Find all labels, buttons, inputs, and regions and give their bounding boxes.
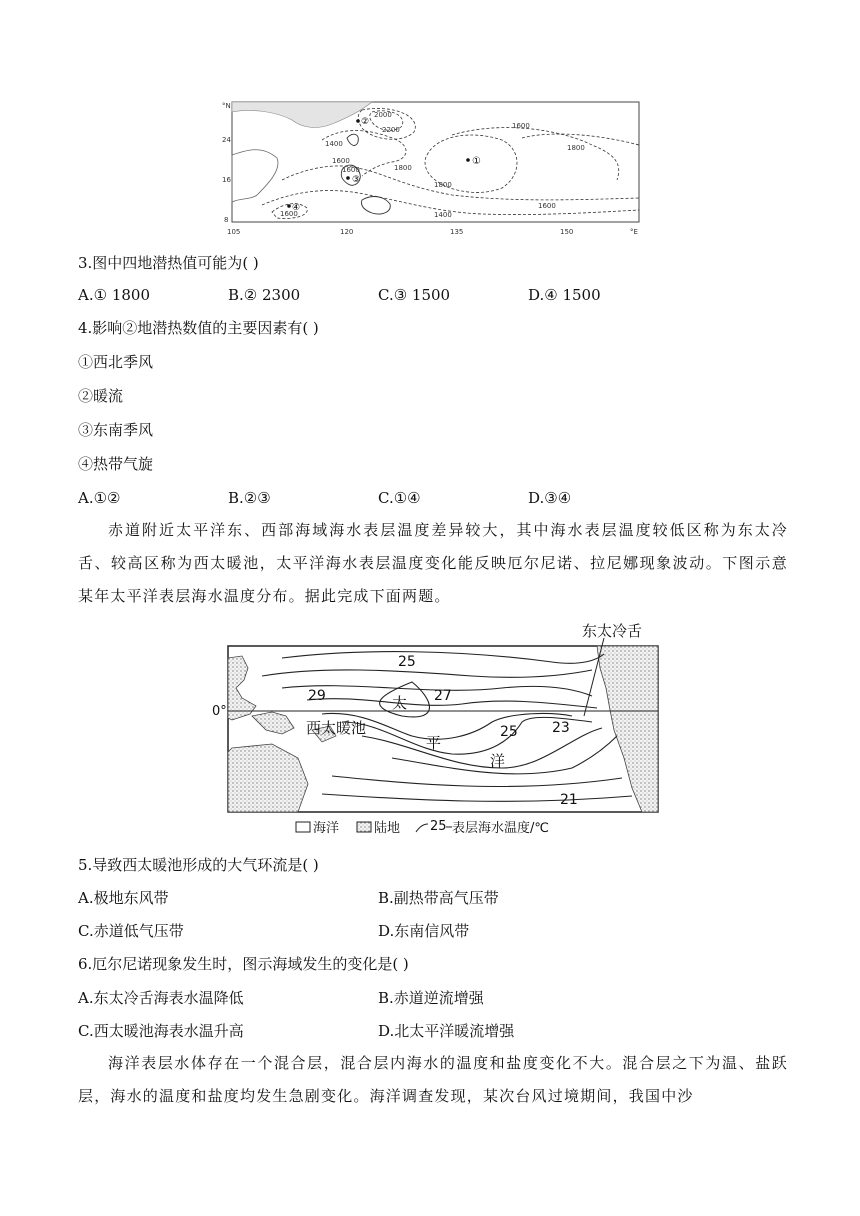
latent-heat-map xyxy=(222,100,642,242)
isotherm-label: 29 xyxy=(308,688,326,704)
contour-label: 2200 xyxy=(382,126,400,134)
lat-label: 24 xyxy=(222,136,231,144)
question-5-stem: 5.导致西太暖池形成的大气环流是( ) xyxy=(78,856,319,874)
lon-label: 120 xyxy=(340,228,354,236)
q4-item: ③东南季风 xyxy=(78,421,154,439)
q5-option-d[interactable]: D.东南信风带 xyxy=(378,922,470,940)
contour-label: 1800 xyxy=(394,164,412,172)
q5-option-b[interactable]: B.副热带高气压带 xyxy=(378,889,499,907)
passage-1-text: 赤道附近太平洋东、西部海域海水表层温度差异较大，其中海水表层温度较低区称为东太冷舌、较高区称为西太暖池，太平洋海水表层温度变化能反映厄尔尼诺、拉尼娜现象波动。下图示意某年太平洋表层海水温度分布。据此完成下面两题。 xyxy=(78,521,788,605)
question-4-stem: 4.影响②地潜热数值的主要因素有( ) xyxy=(78,319,319,337)
isotherm-label: 25 xyxy=(500,724,518,740)
contour-label: 1600 xyxy=(538,202,556,210)
contour-label: 1800 xyxy=(434,181,452,189)
contour-label: 2000 xyxy=(374,111,392,119)
pacific-sst-map xyxy=(212,618,667,840)
isotherm-label: 25 xyxy=(398,654,416,670)
q6-option-c[interactable]: C.西太暖池海表水温升高 xyxy=(78,1022,244,1040)
question-3-stem: 3.图中四地潜热值可能为( ) xyxy=(78,254,259,272)
passage-2 xyxy=(78,1047,788,1113)
map1-point-1: ① xyxy=(472,156,481,167)
q6-option-d[interactable]: D.北太平洋暖流增强 xyxy=(378,1022,515,1040)
isotherm-label: 21 xyxy=(560,792,578,808)
q4-item: ①西北季风 xyxy=(78,353,154,371)
equator-label: 0° xyxy=(212,704,227,719)
q3-option-a[interactable]: A.① 1800 xyxy=(78,286,150,304)
cold-tongue-label: 东太冷舌 xyxy=(582,622,643,640)
lat-label: °N xyxy=(222,102,231,110)
passage-1 xyxy=(78,514,788,613)
map1-point-2: ② xyxy=(361,117,370,127)
q5-option-a[interactable]: A.极地东风带 xyxy=(78,889,169,907)
q6-option-b[interactable]: B.赤道逆流增强 xyxy=(378,989,484,1007)
contour-label: 1400 xyxy=(325,140,343,148)
q6-option-a[interactable]: A.东太冷舌海表水温降低 xyxy=(78,989,244,1007)
lon-label: 150 xyxy=(560,228,574,236)
q4-option-d[interactable]: D.③④ xyxy=(528,489,572,507)
isotherm-label: 23 xyxy=(552,720,570,736)
legend-ocean: 海洋 xyxy=(313,821,340,836)
q5-option-c[interactable]: C.赤道低气压带 xyxy=(78,922,184,940)
ocean-char: 洋 xyxy=(490,752,506,770)
q4-option-b[interactable]: B.②③ xyxy=(228,489,271,507)
legend-land: 陆地 xyxy=(374,821,401,836)
q4-item: ②暖流 xyxy=(78,387,124,405)
q4-option-c[interactable]: C.①④ xyxy=(378,489,421,507)
contour-label: 1800 xyxy=(567,144,585,152)
ocean-char: 平 xyxy=(426,734,442,752)
legend-iso: 表层海水温度/℃ xyxy=(452,821,549,836)
contour-label: 1600 xyxy=(342,166,360,174)
lon-label: 135 xyxy=(450,228,464,236)
warm-pool-label: 西太暖池 xyxy=(306,719,367,737)
lon-label: °E xyxy=(630,228,638,236)
legend-iso-value: 25 xyxy=(430,819,447,834)
isotherm-label: 27 xyxy=(434,688,452,704)
contour-label: 1400 xyxy=(434,211,452,219)
lon-label: 105 xyxy=(227,228,241,236)
map1-point-4: ④ xyxy=(292,203,301,213)
lat-label: 16 xyxy=(222,176,231,184)
passage-2-text: 海洋表层水体存在一个混合层，混合层内海水的温度和盐度变化不大。混合层之下为温、盐跃层，海水的温度和盐度均发生急剧变化。海洋调查发现，某次台风过境期间，我国中沙 xyxy=(78,1054,788,1105)
ocean-char: 太 xyxy=(392,694,408,712)
q4-option-a[interactable]: A.①② xyxy=(78,489,121,507)
q3-option-d[interactable]: D.④ 1500 xyxy=(528,286,601,304)
contour-label: 1600 xyxy=(332,157,350,165)
question-6-stem: 6.厄尔尼诺现象发生时，图示海域发生的变化是( ) xyxy=(78,955,409,973)
lat-label: 8 xyxy=(224,216,229,224)
q3-option-b[interactable]: B.② 2300 xyxy=(228,286,301,304)
q4-item: ④热带气旋 xyxy=(78,455,154,473)
contour-label: 1600 xyxy=(280,210,298,218)
contour-label: 1600 xyxy=(512,122,530,130)
map1-point-3: ③ xyxy=(352,175,361,185)
q3-option-c[interactable]: C.③ 1500 xyxy=(378,286,451,304)
